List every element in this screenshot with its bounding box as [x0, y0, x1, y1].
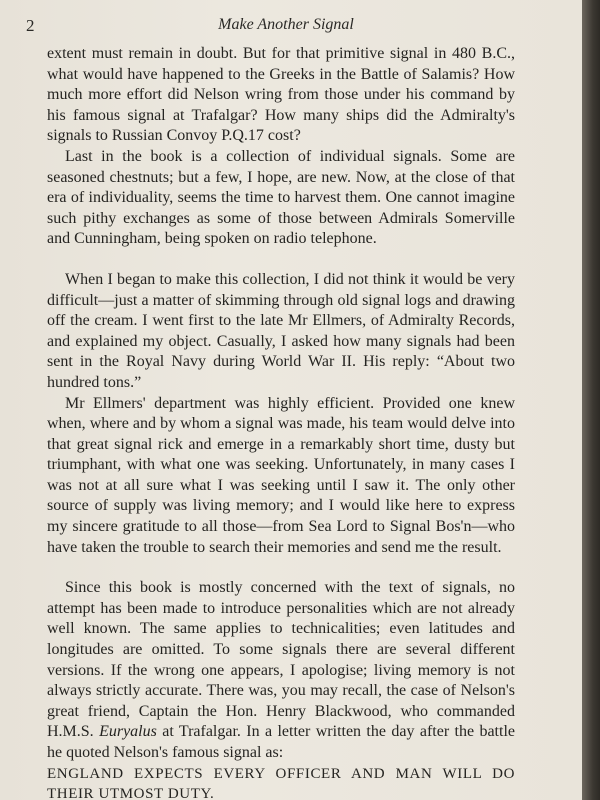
paragraph-versions-text-end: at Trafalgar. In a letter written the day after the battle he quoted Nelson's famous signal as:: [47, 723, 515, 761]
paragraph-ellmers-department: Mr Ellmers' department was highly efficient. Provided one knew when, where and by whom a signal was made, his team would delve into that great signal rick and emerge in a remarkably short time, dusty but triumphant, with what one was seeking. Unfortunately, in many cases I was not at all sure what I was seeking until I saw it. The only other source of supply was living memory; and I would like here to express my sincere gratitude to all those—from Sea Lord to Signal Bos'n—who have taken the trouble to search their memories and send me the result.: [47, 394, 515, 556]
running-head: Make Another Signal: [218, 16, 354, 33]
page-number: 2: [26, 16, 35, 35]
page-body: [47, 44, 515, 800]
page-header: [26, 16, 546, 38]
paragraph-versions: [47, 578, 515, 763]
section-break: [47, 558, 515, 578]
book-edge: [582, 0, 600, 800]
signal-quote: ENGLAND EXPECTS EVERY OFFICER AND MAN WILL DO THEIR UTMOST DUTY.: [47, 765, 515, 800]
paragraph-continuation: extent must remain in doubt. But for that primitive signal in 480 B.C., what would have happened to the Greeks in the Battle of Salamis? How much more effort did Nelson wring from those under his command by his famous signal at Trafalgar? How many ships did the Admiralty's signals to Russian Convoy P.Q.17 cost?: [47, 45, 515, 145]
section-break: [47, 250, 515, 270]
paragraph-collection: Last in the book is a collection of individual signals. Some are seasoned chestnuts; but a few, I hope, are new. Now, at the close of that era of individuality, seems the time to harvest them. One cannot imagine such pithy exchanges as some of those between Admirals Somerville and Cunningham, being spoken on radio telephone.: [47, 147, 515, 248]
paragraph-ellmers-intro: When I began to make this collection, I did not think it would be very difficult—just a matter of skimming through old signal logs and drawing off the cream. I went first to the late Mr Ellmers, of Admiralty Records, and explained my object. Casually, I asked how many signals had been sent in the Royal Navy during World War II. His reply: “About two hundred tons.”: [47, 270, 515, 391]
paragraph-versions-text: Since this book is mostly concerned with the text of signals, no attempt has been made to introduce personalities which are not already well known. The same applies to technicalities; even latitudes and longitudes are omitted. To some signals there are several different versions. If the wrong one appears, I apologise; living memory is not always strictly accurate. There was, you may recall, the case of Nelson's great friend, Captain the Hon. Henry Blackwood, who commanded H.M.S.: [47, 579, 515, 741]
ship-name: Euryalus: [99, 723, 157, 741]
